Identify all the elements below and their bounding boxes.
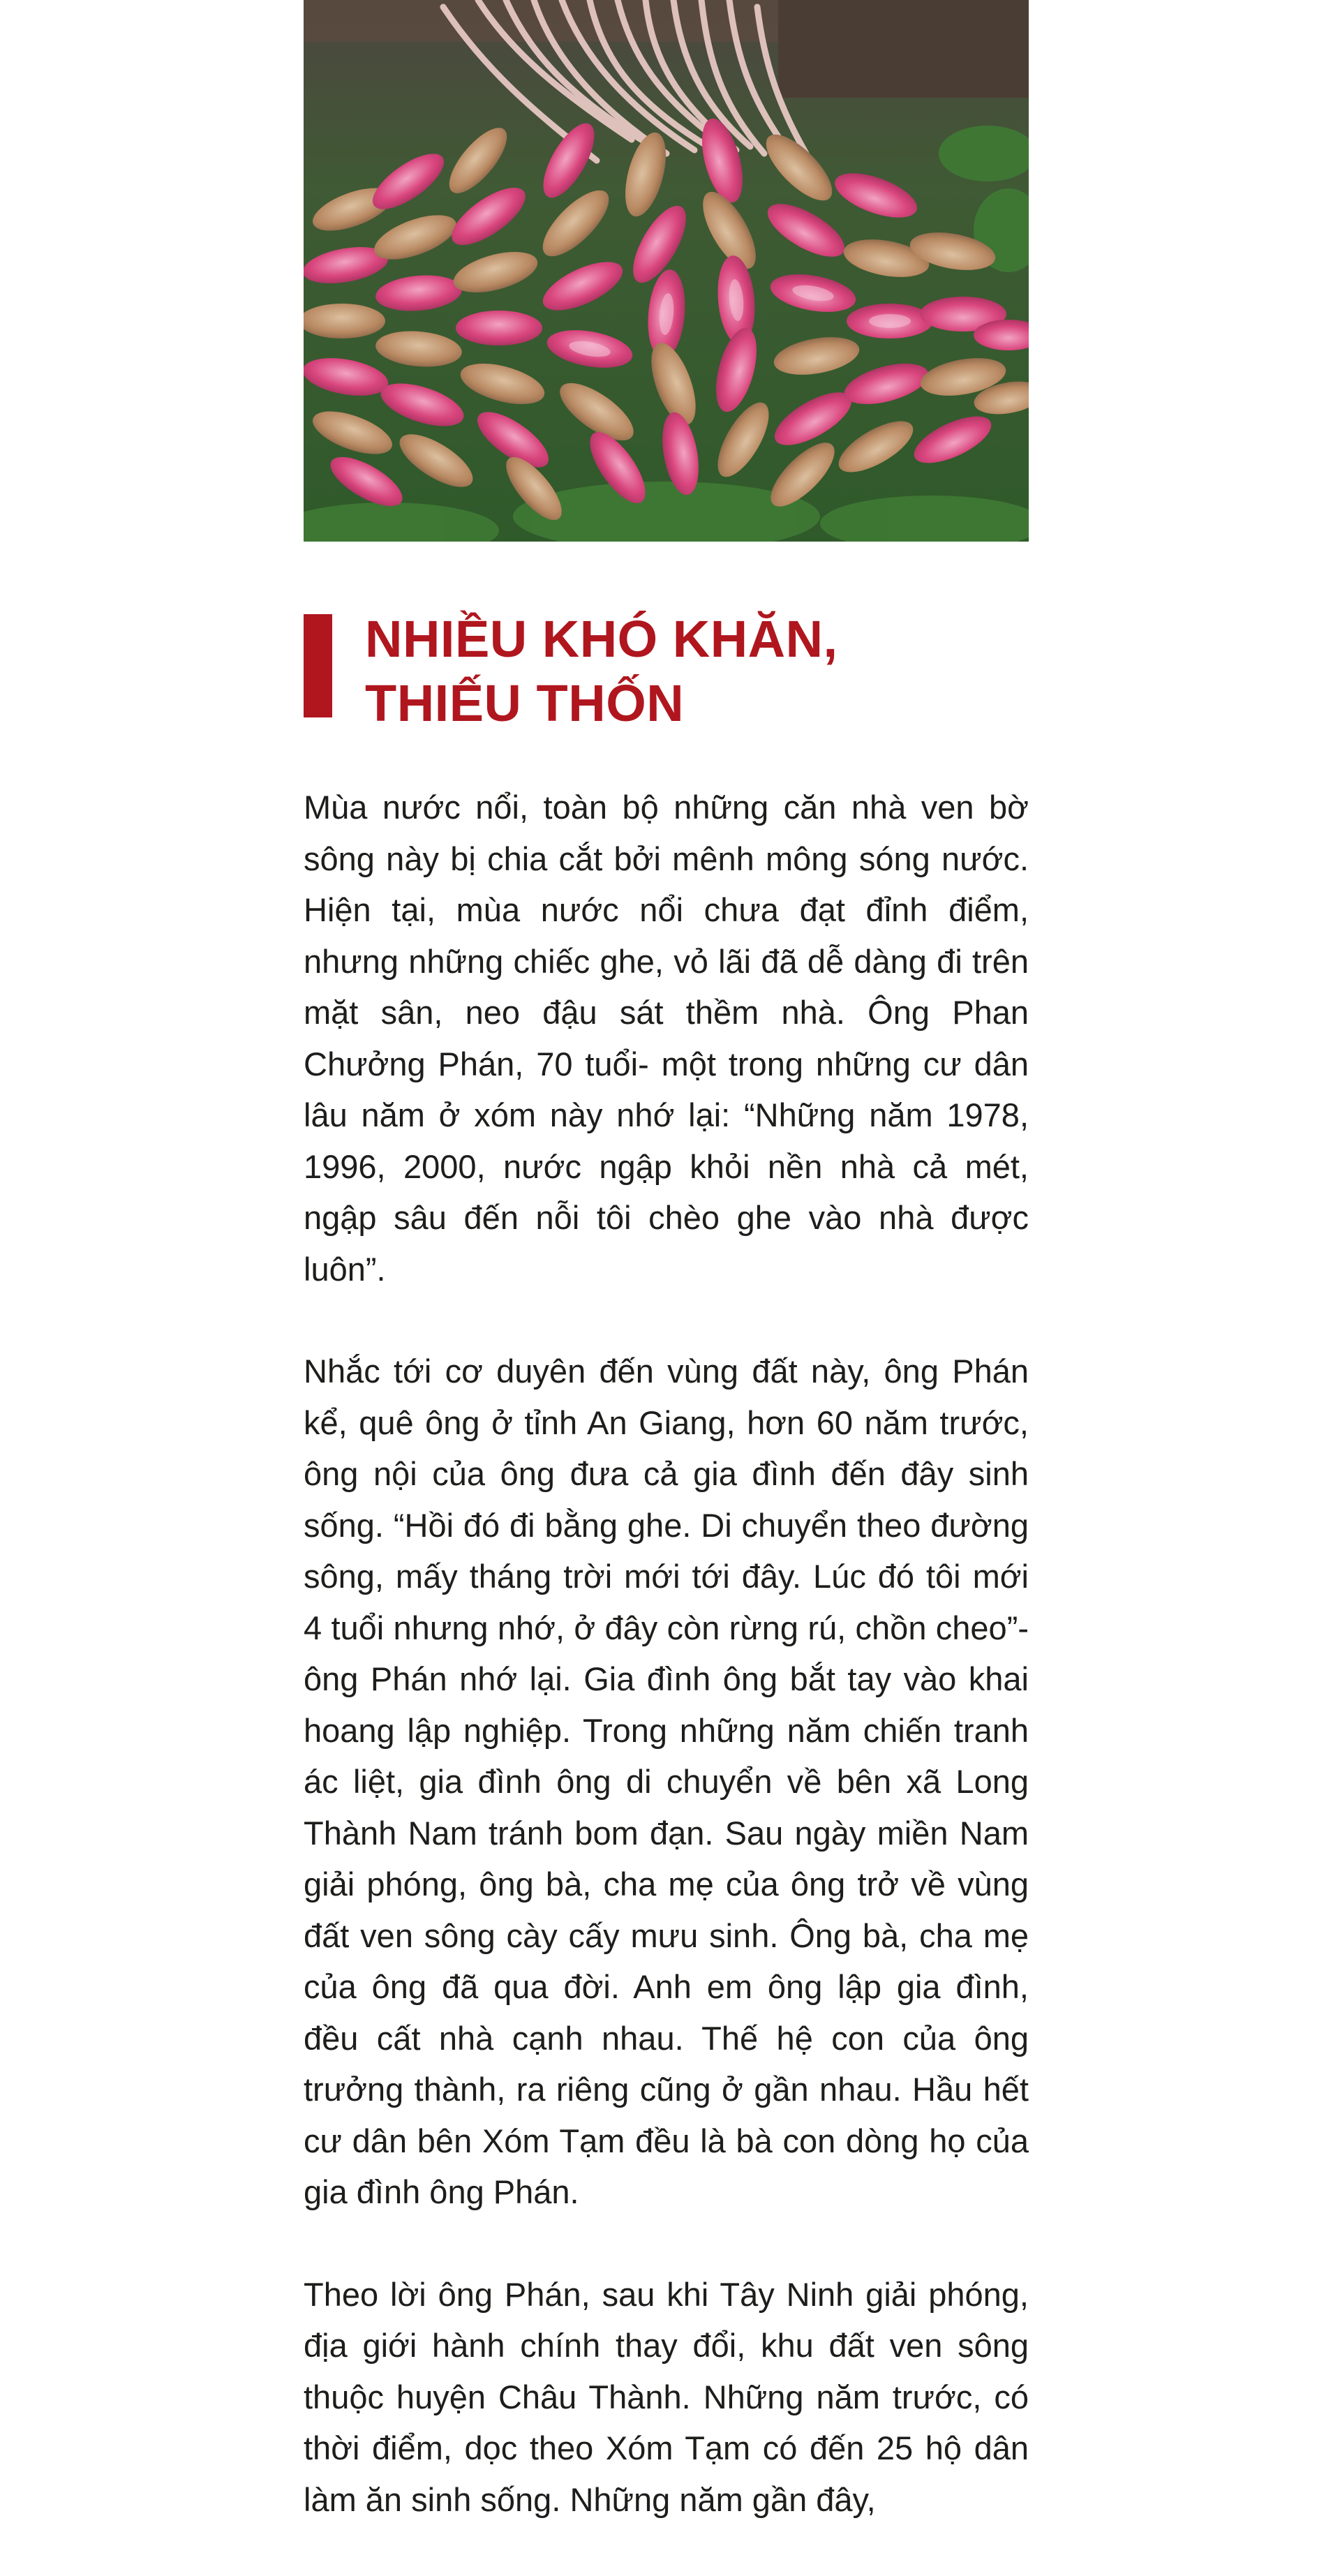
heading-title — [365, 607, 838, 736]
heading-line-1: NHIỀU KHÓ KHĂN, — [365, 610, 838, 668]
wooden-plank — [778, 0, 1029, 98]
article-body — [304, 782, 1029, 2576]
lotus-bundle-illustration — [304, 0, 1029, 542]
paragraph-3: Theo lời ông Phán, sau khi Tây Ninh giải phóng, địa giới hành chính thay đổi, khu đất ven sông thuộc huyện Châu Thành. Những năm trước, có thời điểm, dọc theo Xóm Tạm có đến 25 hộ dân làm ăn sinh sống. Những năm gần đây, — [304, 2275, 1029, 2518]
paragraph-2: Nhắc tới cơ duyên đến vùng đất này, ông Phán kể, quê ông ở tỉnh An Giang, hơn 60 năm trước, ông nội của ông đưa cả gia đình đến đây sinh sống. “Hồi đó đi bằng ghe. Di chuyển theo đường sông, mấy tháng trời mới tới đây. Lúc đó tôi mới 4 tuổi nhưng nhớ, ở đây còn rừng rú, chồn cheo”- ông Phán nhớ lại. Gia đình ông bắt tay vào khai hoang lập nghiệp. Trong những năm chiến tranh ác liệt, gia đình ông di chuyển về bên xã Long Thành Nam tránh bom đạn. Sau ngày miền Nam giải phóng, ông bà, cha mẹ của ông trở về vùng đất ven sông cày cấy mưu sinh. Ông bà, cha mẹ của ông đã qua đời. Anh em ông lập gia đình, đều cất nhà cạnh nhau. Thế hệ con của ông trưởng thành, ra riêng cũng ở gần nhau. Hầu hết cư dân bên Xóm Tạm đều là bà con dòng họ của gia đình ông Phán. — [304, 1353, 1029, 2210]
heading-line-2: THIẾU THỐN — [365, 674, 685, 732]
heading-accent-bar — [304, 614, 332, 717]
lotus-photo — [304, 0, 1029, 542]
paragraph-1: Mùa nước nổi, toàn bộ những căn nhà ven bờ sông này bị chia cắt bởi mênh mông sóng nước. Hiện tại, mùa nước nổi chưa đạt đỉnh điểm, nhưng những chiếc ghe, vỏ lãi đã dễ dàng đi trên mặt sân, neo đậu sát thềm nhà. Ông Phan Chưởng Phán, 70 tuổi- một trong những cư dân lâu năm ở xóm này nhớ lại: “Những năm 1978, 1996, 2000, nước ngập khỏi nền nhà cả mét, ngập sâu đến nỗi tôi chèo ghe vào nhà được luôn”. — [304, 789, 1029, 1288]
